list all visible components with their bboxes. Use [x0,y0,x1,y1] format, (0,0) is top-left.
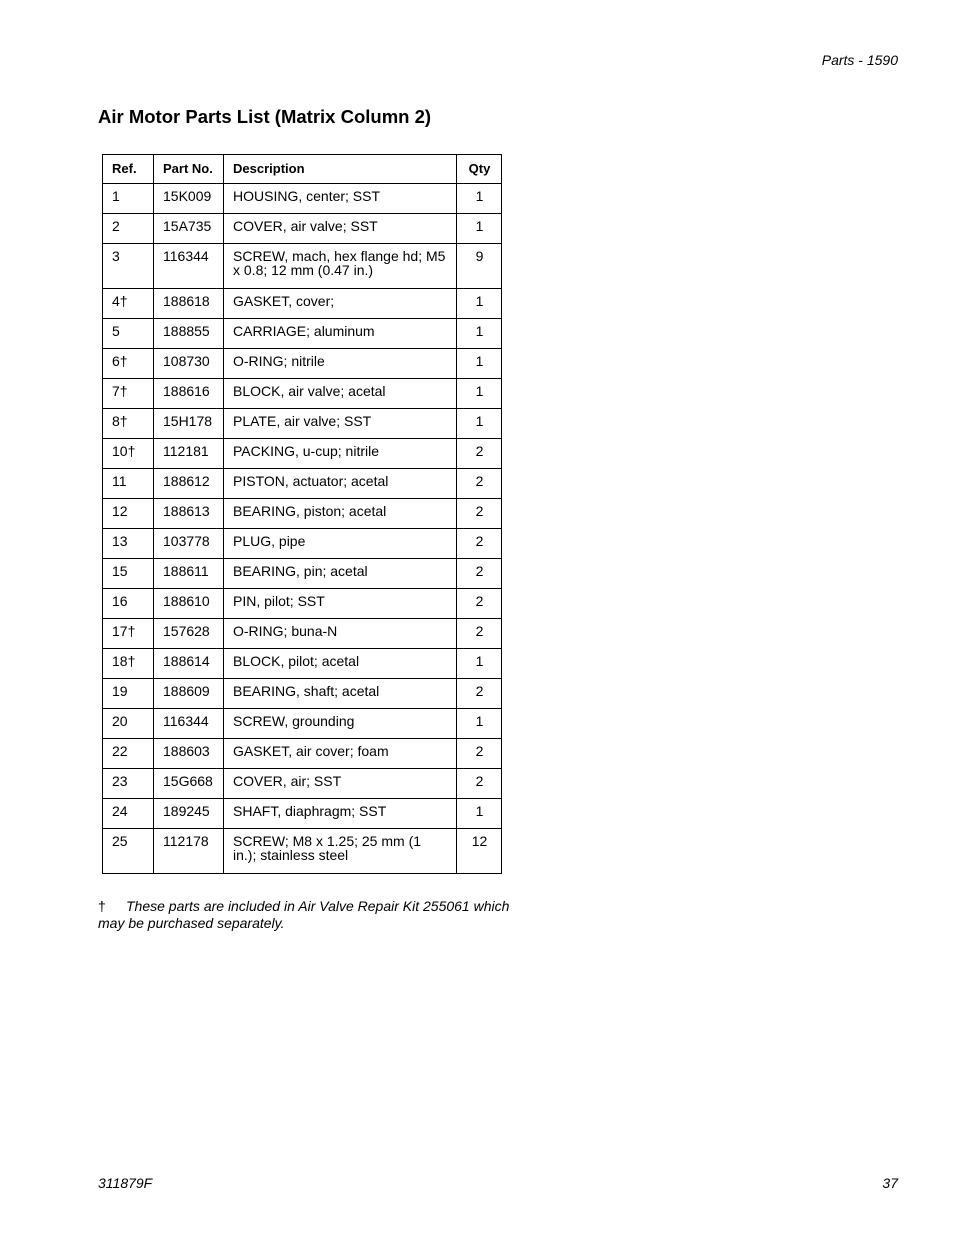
cell-qty: 2 [457,769,502,799]
cell-description: PIN, pilot; SST [224,589,457,619]
cell-description: SHAFT, diaphragm; SST [224,799,457,829]
section-header: Parts - 1590 [821,52,898,68]
table-row [103,529,502,559]
cell-qty: 2 [457,619,502,649]
cell-part-no: 188612 [154,469,224,499]
column-header-part-no: Part No. [154,155,224,184]
table-row [103,184,502,214]
cell-qty: 1 [457,214,502,244]
cell-description: BLOCK, air valve; acetal [224,379,457,409]
cell-description: COVER, air; SST [224,769,457,799]
cell-part-no: 15G668 [154,769,224,799]
table-row [103,739,502,769]
cell-part-no: 108730 [154,349,224,379]
footnote [98,898,528,932]
cell-ref: 2 [103,214,154,244]
cell-description: PLATE, air valve; SST [224,409,457,439]
cell-description: BEARING, piston; acetal [224,499,457,529]
cell-qty: 2 [457,529,502,559]
cell-qty: 1 [457,289,502,319]
cell-description: BEARING, shaft; acetal [224,679,457,709]
cell-ref: 7† [103,379,154,409]
table-row [103,214,502,244]
cell-description: GASKET, air cover; foam [224,739,457,769]
cell-part-no: 15K009 [154,184,224,214]
cell-description: SCREW, grounding [224,709,457,739]
cell-part-no: 188616 [154,379,224,409]
cell-qty: 1 [457,709,502,739]
cell-part-no: 188603 [154,739,224,769]
cell-qty: 1 [457,349,502,379]
footnote-symbol: † [98,898,106,914]
cell-ref: 1 [103,184,154,214]
cell-qty: 2 [457,439,502,469]
table-row [103,379,502,409]
cell-description: SCREW, mach, hex flange hd; M5 x 0.8; 12 mm (0.47 in.) [224,244,457,289]
cell-description: CARRIAGE; aluminum [224,319,457,349]
cell-description: O-RING; nitrile [224,349,457,379]
cell-description: PLUG, pipe [224,529,457,559]
cell-ref: 5 [103,319,154,349]
cell-qty: 1 [457,649,502,679]
cell-part-no: 15A735 [154,214,224,244]
cell-qty: 9 [457,244,502,289]
cell-qty: 12 [457,829,502,874]
cell-qty: 2 [457,499,502,529]
cell-ref: 11 [103,469,154,499]
cell-description: GASKET, cover; [224,289,457,319]
table-row [103,349,502,379]
cell-part-no: 188609 [154,679,224,709]
cell-part-no: 188610 [154,589,224,619]
table-row [103,589,502,619]
table-row [103,244,502,289]
table-row [103,769,502,799]
table-row [103,499,502,529]
cell-part-no: 103778 [154,529,224,559]
cell-description: BLOCK, pilot; acetal [224,649,457,679]
cell-ref: 24 [103,799,154,829]
page-title: Air Motor Parts List (Matrix Column 2) [98,106,432,127]
table-row [103,409,502,439]
cell-description: PACKING, u-cup; nitrile [224,439,457,469]
cell-qty: 2 [457,679,502,709]
table-row [103,469,502,499]
cell-part-no: 157628 [154,619,224,649]
cell-ref: 8† [103,409,154,439]
cell-part-no: 116344 [154,244,224,289]
cell-ref: 22 [103,739,154,769]
cell-description: O-RING; buna-N [224,619,457,649]
cell-part-no: 112181 [154,439,224,469]
cell-description: BEARING, pin; acetal [224,559,457,589]
cell-qty: 1 [457,379,502,409]
table-row [103,799,502,829]
cell-qty: 1 [457,184,502,214]
table-body [103,184,502,874]
cell-ref: 19 [103,679,154,709]
cell-qty: 2 [457,469,502,499]
cell-ref: 16 [103,589,154,619]
table-row [103,289,502,319]
column-header-description: Description [224,155,457,184]
document-number: 311879F [98,1175,153,1191]
cell-part-no: 112178 [154,829,224,874]
table-row [103,319,502,349]
cell-ref: 18† [103,649,154,679]
cell-ref: 20 [103,709,154,739]
page-number: 37 [882,1175,898,1191]
cell-part-no: 188618 [154,289,224,319]
cell-description: COVER, air valve; SST [224,214,457,244]
cell-ref: 3 [103,244,154,289]
cell-part-no: 15H178 [154,409,224,439]
cell-ref: 25 [103,829,154,874]
cell-part-no: 189245 [154,799,224,829]
table-header-row [103,155,502,184]
cell-qty: 2 [457,589,502,619]
cell-ref: 4† [103,289,154,319]
cell-qty: 1 [457,799,502,829]
cell-part-no: 188611 [154,559,224,589]
cell-ref: 23 [103,769,154,799]
cell-description: HOUSING, center; SST [224,184,457,214]
table-row [103,829,502,874]
cell-part-no: 188855 [154,319,224,349]
table-row [103,709,502,739]
cell-description: SCREW; M8 x 1.25; 25 mm (1 in.); stainless steel [224,829,457,874]
cell-qty: 2 [457,559,502,589]
cell-ref: 15 [103,559,154,589]
table-row [103,679,502,709]
cell-qty: 1 [457,319,502,349]
cell-ref: 10† [103,439,154,469]
cell-ref: 13 [103,529,154,559]
cell-ref: 17† [103,619,154,649]
table-row [103,619,502,649]
table-row [103,439,502,469]
table-row [103,559,502,589]
column-header-ref: Ref. [103,155,154,184]
footnote-text: These parts are included in Air Valve Repair Kit 255061 which may be purchased separately. [98,898,510,931]
cell-part-no: 188613 [154,499,224,529]
cell-qty: 2 [457,739,502,769]
parts-table [102,154,502,874]
cell-part-no: 116344 [154,709,224,739]
cell-ref: 12 [103,499,154,529]
cell-ref: 6† [103,349,154,379]
cell-part-no: 188614 [154,649,224,679]
cell-qty: 1 [457,409,502,439]
cell-description: PISTON, actuator; acetal [224,469,457,499]
table-row [103,649,502,679]
column-header-qty: Qty [457,155,502,184]
